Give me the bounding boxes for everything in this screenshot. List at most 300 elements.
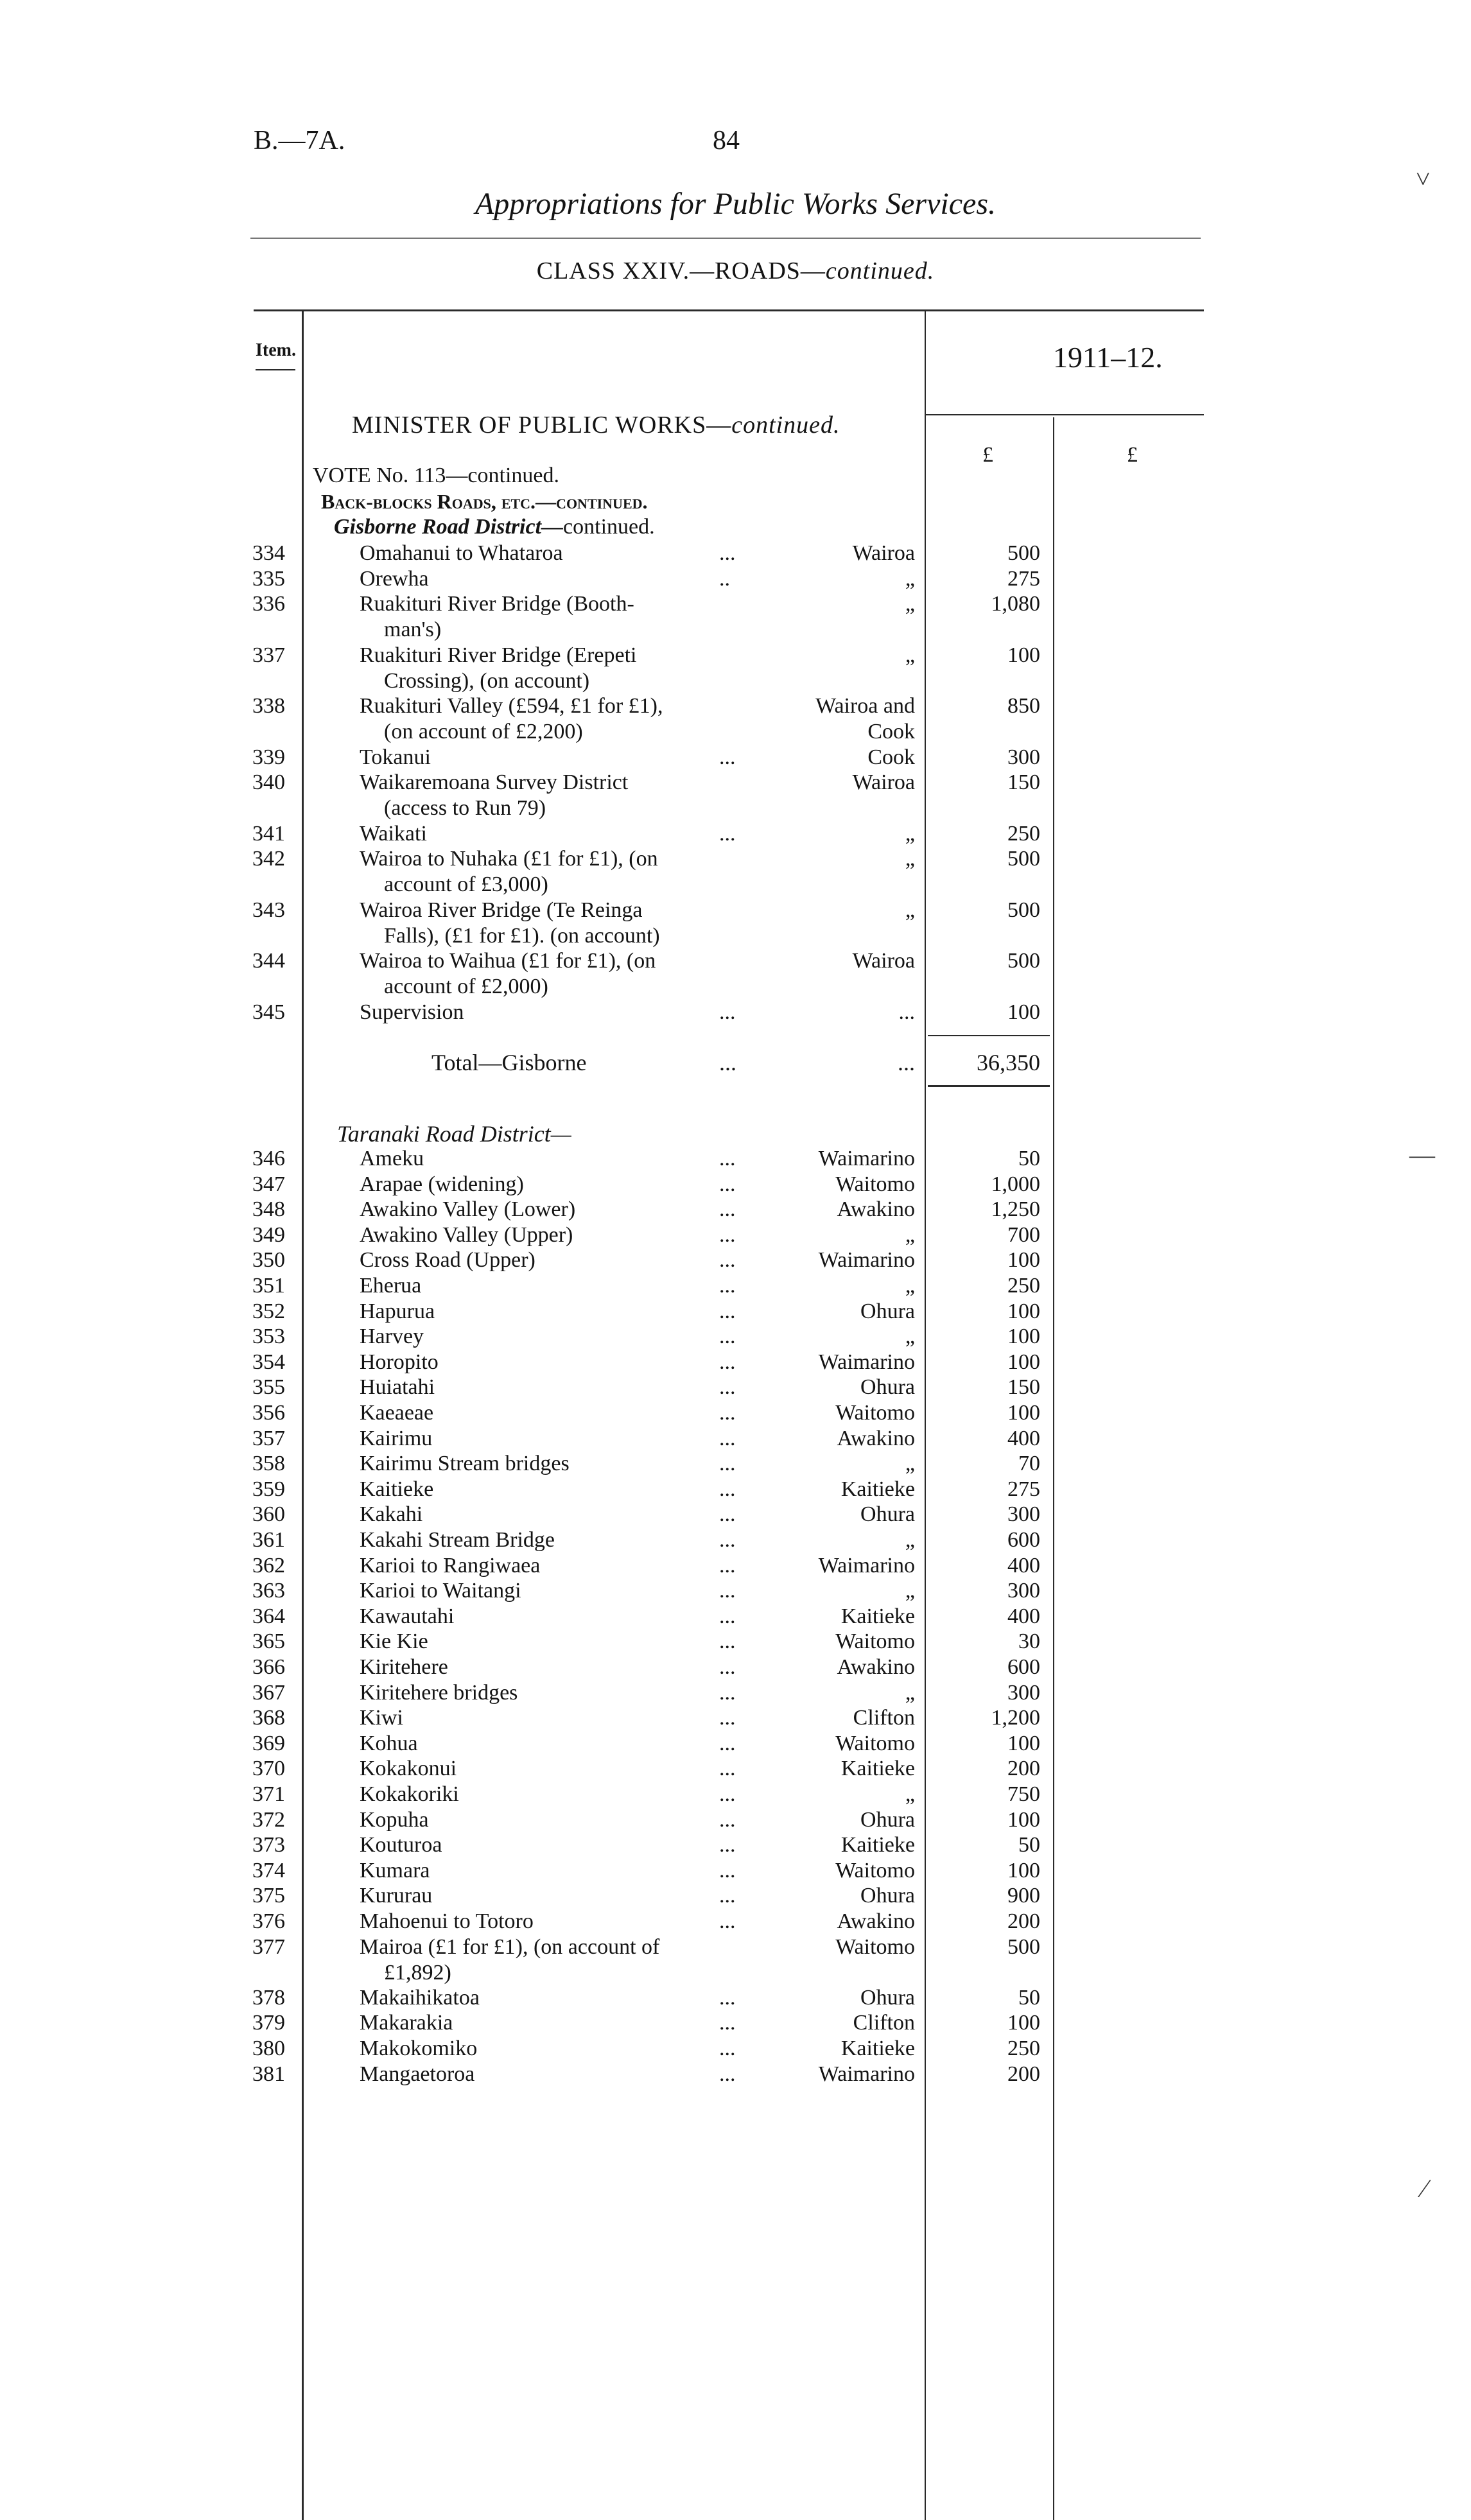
item-name [360, 1350, 758, 1375]
leader-dots: ... [719, 821, 736, 846]
item-name [360, 1222, 758, 1248]
district-name [770, 1247, 915, 1273]
district-name [770, 1807, 915, 1833]
amount-value: 100 [1007, 1325, 1040, 1349]
amount-value: 100 [1007, 1807, 1040, 1832]
item-name [360, 1655, 758, 1680]
amount-value: 400 [1007, 1553, 1040, 1577]
pound-header-1: £ [982, 443, 993, 467]
district-name [770, 1858, 915, 1884]
amount-value: 50 [1018, 1147, 1040, 1170]
item-name-line-1: Harvey [360, 1325, 424, 1349]
district-line-1: „ [905, 1274, 915, 1298]
item-name [360, 2062, 758, 2087]
item-number: 363 [252, 1579, 285, 1603]
item-name [360, 1985, 758, 2011]
leader-dots: ... [719, 2062, 736, 2086]
leader-dots: ... [719, 1731, 736, 1755]
item-number: 361 [252, 1528, 285, 1552]
district-name [770, 745, 915, 770]
amount-value: 100 [1007, 1350, 1040, 1374]
district-line-1: Ohura [860, 1299, 915, 1323]
district-name [770, 1375, 915, 1400]
item-name [360, 1299, 758, 1325]
amount-value: 750 [1007, 1782, 1040, 1806]
item-name-line-1: Kokakonui [360, 1757, 457, 1781]
item-number: 358 [252, 1452, 285, 1476]
gisborne-district-heading [334, 515, 655, 539]
item-name [360, 1146, 758, 1172]
item-number: 348 [252, 1197, 285, 1222]
item-number: 340 [252, 770, 285, 795]
leader-dots: ... [719, 1222, 736, 1247]
district-name [770, 948, 915, 974]
leader-dots: ... [719, 1833, 736, 1857]
item-name-line-1: Makokomiko [360, 2037, 478, 2060]
district-line-1: „ [905, 1452, 915, 1476]
item-number: 369 [252, 1731, 285, 1755]
amount-value: 70 [1018, 1452, 1040, 1476]
item-name-line-1: Kururau [360, 1884, 433, 1908]
item-name-line-1: Kairimu Stream bridges [360, 1452, 570, 1476]
amount-value: 300 [1007, 1680, 1040, 1705]
district-name [770, 1934, 915, 1960]
district-line-1: Waitomo [835, 1934, 915, 1959]
total-dots-2: ... [898, 1050, 915, 1075]
item-name-line-2: (on account of £2,200) [384, 720, 583, 744]
item-name [360, 1782, 758, 1807]
item-name [360, 591, 758, 643]
amount-value: 100 [1007, 1401, 1040, 1425]
item-name [360, 1273, 758, 1299]
item-name [360, 566, 758, 592]
district-name [770, 770, 915, 795]
amount-value: 300 [1007, 745, 1040, 769]
item-number: 352 [252, 1299, 285, 1323]
district-name [770, 898, 915, 923]
item-number: 359 [252, 1477, 285, 1501]
amount-value: 400 [1007, 1604, 1040, 1628]
leader-dots: ... [719, 1807, 736, 1832]
ministry-heading [352, 411, 840, 439]
amount-value: 200 [1007, 2062, 1040, 2086]
item-name-line-1: Waikati [360, 821, 427, 846]
gisborne-heading-continued: continued. [563, 515, 655, 539]
item-name [360, 1807, 758, 1833]
item-name-line-1: Kairimu [360, 1426, 433, 1450]
total-amount: 36,350 [977, 1050, 1040, 1075]
district-line-1: „ [905, 898, 915, 922]
item-name-line-1: Kiritehere bridges [360, 1680, 518, 1705]
item-name [360, 1502, 758, 1527]
item-name-line-1: Kie Kie [360, 1629, 428, 1654]
item-name [360, 1400, 758, 1426]
item-name-line-1: Kouturoa [360, 1833, 442, 1857]
item-name-line-1: Awakino Valley (Lower) [360, 1197, 576, 1222]
item-number: 339 [252, 745, 285, 769]
item-number: 365 [252, 1629, 285, 1654]
leader-dots: ... [719, 1000, 736, 1024]
class-title [0, 257, 1471, 285]
district-line-1: Awakino [837, 1426, 915, 1450]
item-name [360, 2010, 758, 2036]
item-name [360, 1604, 758, 1629]
item-name-line-1: Horopito [360, 1350, 439, 1374]
item-name-line-2: £1,892) [384, 1960, 451, 1985]
item-name-line-1: Karioi to Waitangi [360, 1579, 521, 1603]
amount-value: 200 [1007, 1757, 1040, 1781]
corner-mark-icon: ˅ [1416, 164, 1431, 193]
item-name-line-1: Kaeaeae [360, 1401, 434, 1425]
district-name [770, 1629, 915, 1655]
page-number: 84 [713, 126, 740, 155]
district-name [770, 1731, 915, 1757]
item-name-line-1: Huiatahi [360, 1375, 435, 1400]
district-line-2: Cook [867, 720, 915, 744]
item-number: 372 [252, 1807, 285, 1832]
district-line-1: ... [898, 1000, 915, 1024]
district-line-1: Ohura [860, 1884, 915, 1908]
margin-dash-icon: — [1409, 1140, 1435, 1169]
item-name-line-1: Makaihikatoa [360, 1985, 480, 2010]
item-name-line-1: Waikaremoana Survey District [360, 770, 629, 795]
item-name-line-2: account of £2,000) [384, 975, 548, 999]
item-number: 366 [252, 1655, 285, 1679]
item-name [360, 643, 758, 694]
item-name-line-1: Kakahi Stream Bridge [360, 1528, 555, 1552]
item-name [360, 745, 758, 770]
amount-value: 30 [1018, 1629, 1040, 1654]
item-name [360, 948, 758, 1000]
district-name [770, 1400, 915, 1426]
leader-dots: ... [719, 1782, 736, 1806]
item-name-line-1: Wairoa to Nuhaka (£1 for £1), (on [360, 847, 658, 871]
leader-dots: ... [719, 1680, 736, 1705]
amount-value: 900 [1007, 1884, 1040, 1908]
district-line-1: Ohura [860, 1375, 915, 1400]
district-name [770, 1578, 915, 1604]
leader-dots: ... [719, 1706, 736, 1730]
item-number: 351 [252, 1274, 285, 1298]
item-name-line-1: Kiwi [360, 1706, 403, 1730]
item-name [360, 1832, 758, 1858]
item-number: 341 [252, 821, 285, 846]
item-name-line-1: Kopuha [360, 1807, 429, 1832]
vote-heading: VOTE No. 113—continued. [313, 464, 560, 487]
district-name [770, 1604, 915, 1629]
item-number: 381 [252, 2062, 285, 2086]
item-number: 376 [252, 1909, 285, 1933]
item-name-line-1: Kakahi [360, 1502, 423, 1527]
leader-dots: ... [719, 1579, 736, 1603]
district-line-1: Waitomo [835, 1731, 915, 1755]
item-name-line-1: Wairoa to Waihua (£1 for £1), (on [360, 949, 656, 973]
leader-dots: ... [719, 1248, 736, 1273]
item-name-line-1: Kohua [360, 1731, 418, 1755]
item-name-line-1: Kaitieke [360, 1477, 434, 1501]
district-name [770, 1553, 915, 1579]
item-name [360, 1578, 758, 1604]
item-name [360, 1426, 758, 1452]
district-name [770, 2036, 915, 2062]
amount-value: 500 [1007, 1934, 1040, 1959]
district-line-1: Waimarino [818, 1350, 915, 1374]
district-line-1: Waitomo [835, 1629, 915, 1654]
item-name-line-1: Ameku [360, 1147, 424, 1170]
item-header-underline [256, 369, 295, 370]
district-line-1: „ [905, 1528, 915, 1552]
district-line-1: Wairoa and [815, 694, 915, 718]
total-bottom-rule [928, 1085, 1050, 1087]
item-number: 356 [252, 1401, 285, 1425]
district-name [770, 1655, 915, 1680]
district-line-1: „ [905, 821, 915, 846]
amount-value: 100 [1007, 1299, 1040, 1323]
amount-column-divider [1053, 417, 1054, 2520]
item-name [360, 1629, 758, 1655]
item-name [360, 1197, 758, 1222]
district-line-1: Kaitieke [840, 1757, 915, 1781]
item-number: 345 [252, 1000, 285, 1024]
item-number: 360 [252, 1502, 285, 1527]
item-name-line-1: Ruakituri River Bridge (Erepeti [360, 643, 637, 667]
pound-header-2: £ [1127, 443, 1138, 467]
leader-dots: ... [719, 541, 736, 565]
district-line-1: „ [905, 592, 915, 616]
district-name [770, 2062, 915, 2087]
amount-value: 100 [1007, 643, 1040, 667]
leader-dots: ... [719, 1858, 736, 1882]
item-number: 377 [252, 1934, 285, 1959]
item-name [360, 1858, 758, 1884]
district-line-1: Awakino [837, 1909, 915, 1933]
district-line-1: „ [905, 643, 915, 667]
item-name-line-1: Orewha [360, 566, 429, 591]
district-line-1: Waimarino [818, 1248, 915, 1273]
margin-tick-icon: ⁄ [1422, 2174, 1427, 2203]
page-title: Appropriations for Public Works Services. [474, 187, 997, 221]
district-name [770, 1350, 915, 1375]
district-name [770, 1000, 915, 1025]
district-line-1: „ [905, 1325, 915, 1349]
item-name-line-1: Awakino Valley (Upper) [360, 1222, 573, 1247]
leader-dots: ... [719, 1884, 736, 1908]
district-line-1: Clifton [853, 1706, 915, 1730]
item-number: 349 [252, 1222, 285, 1247]
district-name [770, 1426, 915, 1452]
leader-dots: ... [719, 1325, 736, 1349]
district-line-1: „ [905, 1222, 915, 1247]
item-name-line-2: (access to Run 79) [384, 796, 546, 821]
district-line-1: „ [905, 1579, 915, 1603]
leader-dots: ... [719, 1553, 736, 1577]
item-name-line-1: Makarakia [360, 2011, 453, 2035]
year-header-rule [925, 414, 1204, 415]
district-line-1: Waitomo [835, 1401, 915, 1425]
district-name [770, 821, 915, 847]
gisborne-heading-text: Gisborne Road District— [334, 515, 564, 539]
item-number: 367 [252, 1680, 285, 1705]
item-name-line-1: Wairoa River Bridge (Te Reinga [360, 898, 643, 922]
leader-dots: ... [719, 1604, 736, 1628]
district-name [770, 1782, 915, 1807]
amount-value: 275 [1007, 1477, 1040, 1501]
item-name-line-1: Kiritehere [360, 1655, 448, 1679]
amount-value: 50 [1018, 1833, 1040, 1857]
amount-value: 100 [1007, 1248, 1040, 1273]
item-name [360, 1553, 758, 1579]
item-number: 380 [252, 2037, 285, 2060]
district-name [770, 1985, 915, 2011]
item-name [360, 1680, 758, 1706]
district-line-1: Waimarino [818, 1147, 915, 1170]
item-number: 334 [252, 541, 285, 565]
district-line-1: Awakino [837, 1197, 915, 1222]
item-name-line-1: Cross Road (Upper) [360, 1248, 535, 1273]
item-column-header: Item. [256, 340, 296, 360]
district-name [770, 1909, 915, 1934]
leader-dots: ... [719, 1350, 736, 1374]
item-number: 370 [252, 1757, 285, 1781]
backblocks-heading: Back-blocks Roads, etc.—continued. [321, 490, 648, 513]
amount-value: 850 [1007, 694, 1040, 718]
item-name [360, 1000, 758, 1025]
district-name [770, 1502, 915, 1527]
leader-dots: ... [719, 1299, 736, 1323]
item-column-divider [302, 311, 304, 2520]
amount-value: 300 [1007, 1502, 1040, 1527]
district-name [770, 693, 915, 745]
leader-dots: ... [719, 1909, 736, 1933]
item-number: 378 [252, 1985, 285, 2010]
item-name-line-1: Hapurua [360, 1299, 435, 1323]
leader-dots: ... [719, 1426, 736, 1450]
amount-value: 400 [1007, 1426, 1040, 1450]
district-line-1: „ [905, 1782, 915, 1806]
item-number: 362 [252, 1553, 285, 1577]
item-name-line-1: Kawautahi [360, 1604, 455, 1628]
district-name [770, 1451, 915, 1477]
table-top-rule [254, 309, 1204, 311]
district-name [770, 643, 915, 668]
leader-dots: ... [719, 1172, 736, 1196]
item-name-line-1: Mahoenui to Totoro [360, 1909, 534, 1933]
item-name-line-2: Crossing), (on account) [384, 668, 590, 693]
year-column-header: 1911–12. [1053, 341, 1163, 374]
district-name [770, 1273, 915, 1299]
amount-value: 300 [1007, 1579, 1040, 1603]
amount-value: 100 [1007, 1731, 1040, 1755]
item-number: 374 [252, 1858, 285, 1882]
district-line-1: Kaitieke [840, 1833, 915, 1857]
item-name [360, 1934, 758, 1986]
district-column-divider [925, 311, 926, 2520]
item-name [360, 1883, 758, 1909]
ministry-heading-text: MINISTER OF PUBLIC WORKS— [352, 412, 732, 439]
class-title-continued: continued. [825, 257, 935, 284]
item-name-line-1: Arapae (widening) [360, 1172, 524, 1196]
item-name [360, 541, 758, 566]
leader-dots: ... [719, 1375, 736, 1400]
district-name [770, 1222, 915, 1248]
title-rule [250, 238, 1201, 239]
amount-value: 250 [1007, 821, 1040, 846]
district-name [770, 2010, 915, 2036]
amount-value: 1,250 [991, 1197, 1040, 1222]
item-number: 342 [252, 847, 285, 871]
amount-value: 100 [1007, 1858, 1040, 1882]
leader-dots: .. [719, 566, 730, 591]
item-name [360, 2036, 758, 2062]
leader-dots: ... [719, 1502, 736, 1527]
leader-dots: ... [719, 1401, 736, 1425]
amount-value: 250 [1007, 2037, 1040, 2060]
item-name [360, 1527, 758, 1553]
item-name [360, 770, 758, 821]
item-number: 336 [252, 592, 285, 616]
amount-value: 50 [1018, 1985, 1040, 2010]
item-name [360, 846, 758, 898]
item-name [360, 898, 758, 949]
amount-value: 1,080 [991, 592, 1040, 616]
item-name [360, 1909, 758, 1934]
item-name-line-1: Kumara [360, 1858, 430, 1882]
district-line-1: Waitomo [835, 1858, 915, 1882]
item-name-line-1: Ruakituri River Bridge (Booth- [360, 592, 634, 616]
item-name [360, 693, 758, 745]
leader-dots: ... [719, 1655, 736, 1679]
district-line-1: Ohura [860, 1502, 915, 1527]
leader-dots: ... [719, 1477, 736, 1501]
district-name [770, 566, 915, 592]
item-name-line-1: Supervision [360, 1000, 464, 1024]
amount-value: 100 [1007, 2011, 1040, 2035]
item-name [360, 1451, 758, 1477]
district-line-1: „ [905, 847, 915, 871]
district-name [770, 1527, 915, 1553]
amount-value: 200 [1007, 1909, 1040, 1933]
district-name [770, 1172, 915, 1197]
district-name [770, 1680, 915, 1706]
leader-dots: ... [719, 2037, 736, 2060]
item-name-line-1: Mangaetoroa [360, 2062, 475, 2086]
district-line-1: Wairoa [852, 541, 915, 565]
item-number: 373 [252, 1833, 285, 1857]
taranaki-district-heading: Taranaki Road District— [337, 1121, 571, 1147]
amount-value: 275 [1007, 566, 1040, 591]
leader-dots: ... [719, 1452, 736, 1476]
district-line-1: Ohura [860, 1807, 915, 1832]
total-dots: ... [719, 1050, 736, 1075]
item-number: 337 [252, 643, 285, 667]
district-line-1: Waimarino [818, 2062, 915, 2086]
district-line-1: Awakino [837, 1655, 915, 1679]
total-label: Total—Gisborne [431, 1050, 587, 1075]
item-number: 344 [252, 949, 285, 973]
amount-value: 700 [1007, 1222, 1040, 1247]
leader-dots: ... [719, 1274, 736, 1298]
district-line-1: Waimarino [818, 1553, 915, 1577]
item-name [360, 1247, 758, 1273]
district-line-1: Kaitieke [840, 1604, 915, 1628]
leader-dots: ... [719, 1757, 736, 1781]
item-number: 346 [252, 1147, 285, 1170]
district-line-1: Waitomo [835, 1172, 915, 1196]
item-name-line-1: Mairoa (£1 for £1), (on account of [360, 1934, 660, 1959]
district-name [770, 591, 915, 617]
item-name [360, 1375, 758, 1400]
item-number: 350 [252, 1248, 285, 1273]
